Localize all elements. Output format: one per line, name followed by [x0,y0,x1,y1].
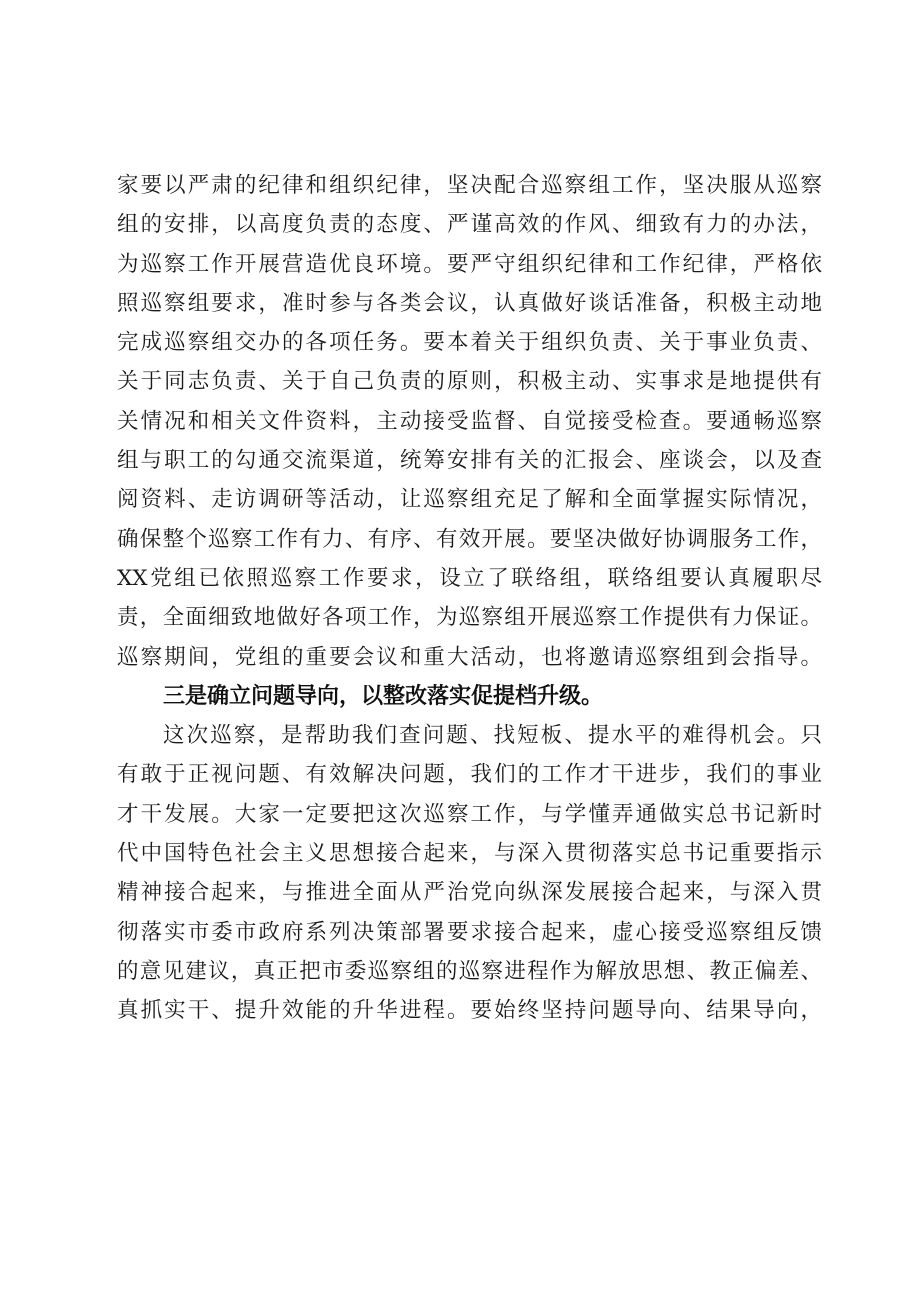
text-line: 阅资料、走访调研等活动，让巡察组充足了解和全面掌握实际情况， [117,487,822,513]
document-body [117,166,822,1031]
text-line: 家要以严肃的纪律和组织纪律，坚决配合巡察组工作，坚决服从巡察 [117,173,822,198]
text-line: 确保整个巡察工作有力、有序、有效开展。要坚决做好协调服务工作， [117,526,822,552]
text-line: 有敢于正视问题、有效解决问题，我们的工作才干进步，我们的事业 [117,762,822,788]
text-line: 关于同志负责、关于自己负责的原则，积极主动、实事求是地提供有 [117,369,822,395]
text-line: 代中国特色社会主义思想接合起来，与深入贯彻落实总书记重要指示 [117,841,822,867]
text-line: 这次巡察，是帮助我们查问题、找短板、提水平的难得机会。只 [163,723,822,749]
section-heading: 三是确立问题导向，以整改落实促提档升级。 [163,683,604,709]
text-line: 照巡察组要求，准时参与各类会议，认真做好谈话准备，积极主动地 [117,290,822,316]
text-line: 为巡察工作开展营造优良环境。要严守组织纪律和工作纪律，严格依 [117,251,822,277]
text-line: 组的安排，以高度负责的态度、严谨高效的作风、细致有力的办法， [117,212,822,238]
text-line: 才干发展。大家一定要把这次巡察工作，与学懂弄通做实总书记新时 [117,801,822,827]
text-line: 组与职工的勾通交流渠道，统筹安排有关的汇报会、座谈会，以及查 [117,448,822,474]
text-line: 关情况和相关文件资料，主动接受监督、自觉接受检查。要通畅巡察 [117,408,822,434]
text-line: 精神接合起来，与推进全面从严治党向纵深发展接合起来，与深入贯 [117,880,822,906]
paragraph [117,166,822,677]
text-line: 彻落实市委市政府系列决策部署要求接合起来，虚心接受巡察组反馈 [117,919,822,945]
text-line: XX党组已依照巡察工作要求，设立了联络组，联络组要认真履职尽 [117,565,822,591]
text-line: 的意见建议，真正把市委巡察组的巡察进程作为解放思想、教正偏差、 [117,958,822,984]
text-line: 真抓实干、提升效能的升华进程。要始终坚持问题导向、结果导向， [117,998,822,1024]
text-line: 巡察期间，党组的重要会议和重大活动，也将邀请巡察组到会指导。 [117,644,822,670]
text-line: 完成巡察组交办的各项任务。要本着关于组织负责、关于事业负责、 [117,330,822,356]
text-line: 责，全面细致地做好各项工作，为巡察组开展巡察工作提供有力保证。 [117,605,822,631]
paragraph [117,716,822,1030]
